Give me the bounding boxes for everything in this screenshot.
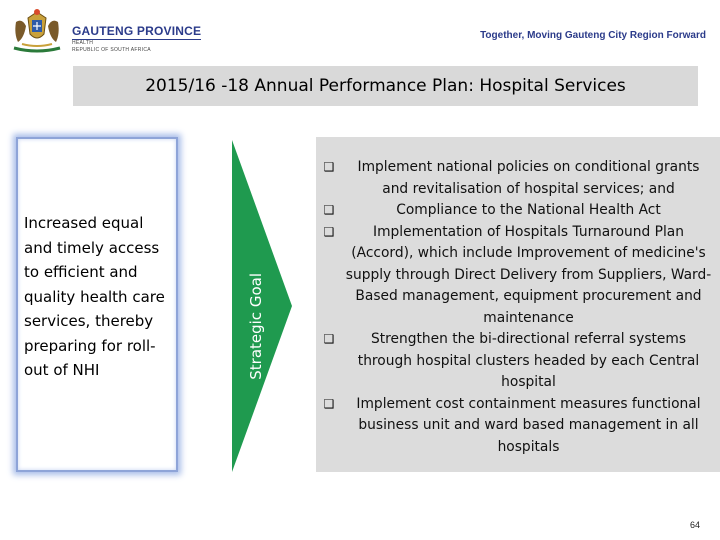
page-title: 2015/16 -18 Annual Performance Plan: Hospital Services	[145, 76, 626, 96]
plan-item	[322, 329, 714, 394]
plan-item	[322, 157, 714, 200]
strategic-goal-label: Strategic Goal	[247, 273, 265, 380]
brand-block	[72, 24, 201, 54]
header	[0, 0, 720, 64]
plan-item-text: Implement national policies on conditional grants and revitalisation of hospital services; and	[357, 159, 700, 197]
title-bar	[73, 66, 698, 106]
plans-box	[316, 137, 720, 472]
plan-list	[322, 157, 714, 458]
page-number: 64	[689, 520, 700, 530]
plan-item	[322, 222, 714, 330]
plan-item-text: Compliance to the National Health Act	[396, 202, 661, 218]
checkbox-bullet-icon: ❑	[323, 396, 335, 411]
strategic-goal-box	[16, 137, 178, 472]
plan-item	[322, 200, 714, 222]
brand-country: REPUBLIC OF SOUTH AFRICA	[72, 47, 151, 53]
plan-item-text: Implement cost containment measures functional business unit and ward based management in all hospitals	[356, 395, 701, 455]
coat-of-arms-icon	[8, 8, 66, 56]
plan-item-text: Strengthen the bi-directional referral systems through hospital clusters headed by each Central hospital	[357, 331, 700, 390]
checkbox-bullet-icon: ❑	[323, 203, 335, 217]
plan-item	[322, 394, 714, 459]
slogan: Together, Moving Gauteng City Region Forward	[480, 30, 706, 41]
brand-name: GAUTENG PROVINCE	[72, 24, 202, 38]
checkbox-bullet-icon: ❑	[323, 332, 335, 346]
brand-department: HEALTH	[72, 40, 94, 46]
strategic-goal-text: Increased equal and timely access to efficient and quality health care services, thereby preparing for roll-out of NHI	[24, 214, 165, 379]
checkbox-bullet-icon: ❑	[323, 224, 335, 239]
plan-item-text: Implementation of Hospitals Turnaround Plan (Accord), which include Improvement of medicine's supply through Direct Delivery from Suppliers, Ward-Based management, equipment procurement and maintenance	[345, 223, 712, 326]
strategic-goal-label-container	[244, 145, 268, 380]
checkbox-bullet-icon: ❑	[323, 160, 335, 174]
